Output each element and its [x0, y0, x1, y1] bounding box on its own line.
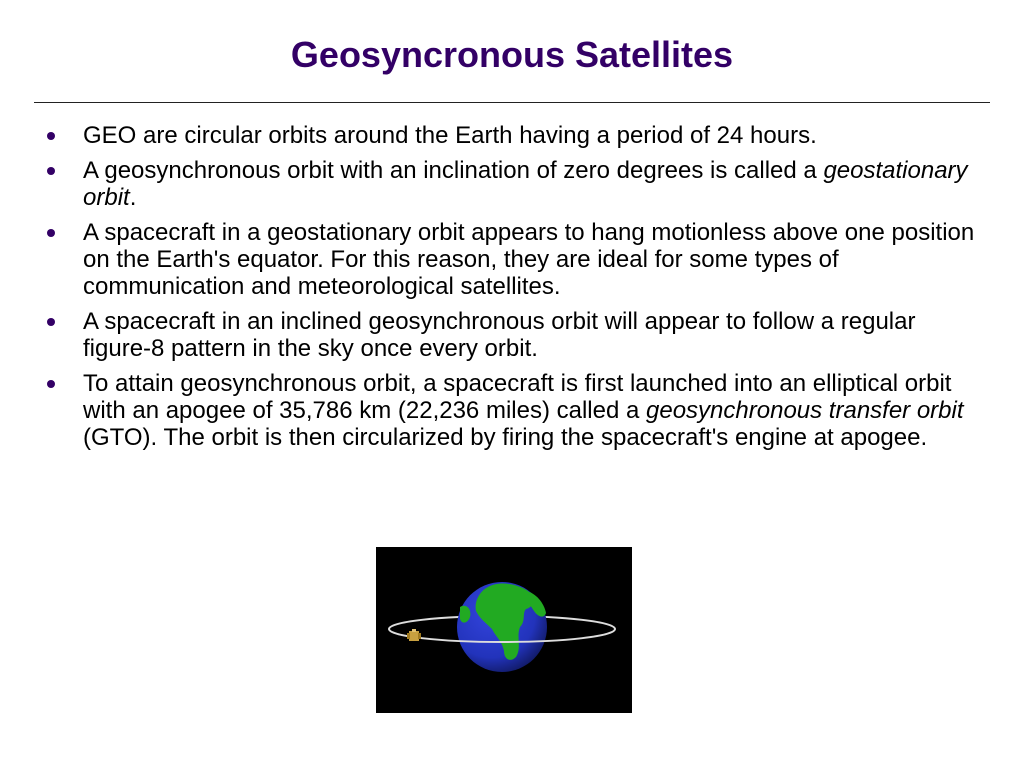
- title-divider: [34, 102, 990, 103]
- bullet-dot-icon: [47, 380, 55, 388]
- bullet-text: A spacecraft in a geostationary orbit appears to hang motionless above one position on the Earth's equator. For this reason, they are ideal for some types of communication and meteorological satellites.: [83, 219, 975, 300]
- slide-title: Geosyncronous Satellites: [290, 34, 734, 75]
- bullet-item: [40, 157, 990, 211]
- bullet-emphasis: geosynchronous transfer orbit: [646, 397, 964, 424]
- bullet-list: [40, 122, 990, 459]
- bullet-text: (GTO). The orbit is then circularized by firing the spacecraft's engine at apogee.: [83, 424, 928, 451]
- bullet-dot-icon: [47, 318, 55, 326]
- bullet-item: [40, 122, 990, 149]
- bullet-item: [40, 219, 990, 300]
- earth-orbit-illustration: [376, 547, 632, 713]
- bullet-text: A spacecraft in an inclined geosynchronous orbit will appear to follow a regular figure-8 pattern in the sky once every orbit.: [83, 308, 916, 362]
- bullet-item: [40, 308, 990, 362]
- bullet-dot-icon: [47, 229, 55, 237]
- bullet-item: [40, 370, 990, 451]
- bullet-dot-icon: [47, 132, 55, 140]
- bullet-text: GEO are circular orbits around the Earth having a period of 24 hours.: [83, 122, 817, 149]
- satellite-icon: [407, 629, 421, 641]
- earth-orbit-satellite-icon: [376, 547, 632, 713]
- bullet-text: .: [129, 184, 137, 211]
- bullet-text: A geosynchronous orbit with an inclination of zero degrees is called a: [83, 157, 824, 184]
- bullet-dot-icon: [47, 167, 55, 175]
- bullet-text: To attain geosynchronous orbit, a spacecraft is first launched into an elliptical orbit with an apogee of 35,786 km (22,236 miles) called a: [83, 370, 952, 424]
- bullet-emphasis: geostationary orbit: [83, 157, 968, 211]
